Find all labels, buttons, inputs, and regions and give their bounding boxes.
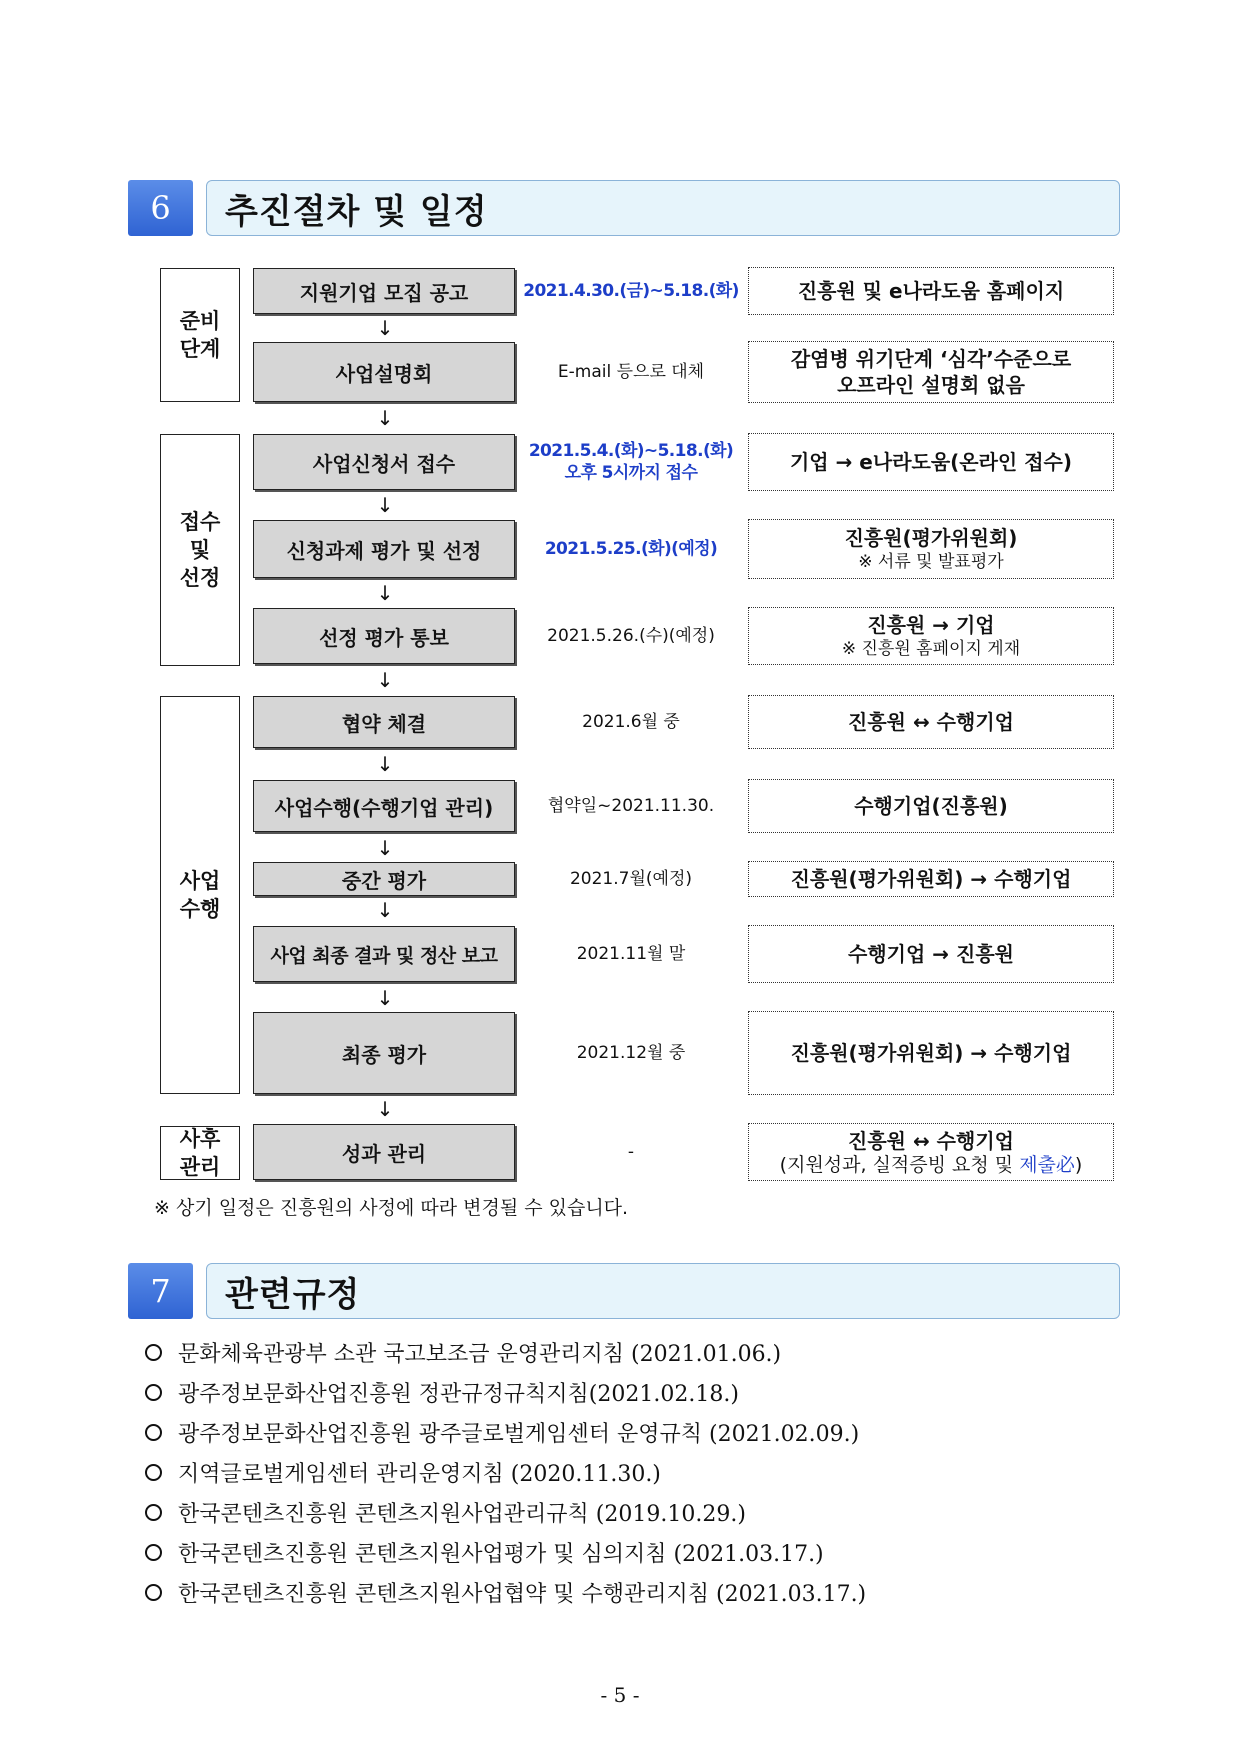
step-execution-management: 사업수행(수행기업 관리) [253, 780, 515, 832]
regulation-item [145, 1536, 1125, 1568]
circle-bullet-icon [145, 1344, 162, 1361]
circle-bullet-icon [145, 1464, 162, 1481]
section-7-number: 7 [128, 1263, 193, 1319]
note-subtext-highlight: 제출必 [1019, 1154, 1075, 1176]
note-application [748, 433, 1114, 491]
regulation-item [145, 1336, 1125, 1368]
date-performance-management: - [627, 1142, 635, 1162]
step-evaluation: 신청과제 평가 및 선정 [253, 520, 515, 578]
down-arrow-icon: ↓ [376, 581, 394, 605]
note-text: 진흥원(평가위원회) → 수행기업 [790, 1041, 1072, 1065]
note-final-report [748, 925, 1114, 983]
regulation-text: 한국콘텐츠진흥원 콘텐츠지원사업관리규칙 (2019.10.29.) [178, 1501, 746, 1527]
note-execution-management [748, 779, 1114, 833]
regulation-text: 한국콘텐츠진흥원 콘텐츠지원사업평가 및 심의지침 (2021.03.17.) [178, 1541, 824, 1567]
note-text: 수행기업(진흥원) [854, 794, 1008, 818]
date-evaluation: 2021.5.25.(화)(예정) [544, 539, 718, 559]
date-briefing: E-mail 등으로 대체 [557, 362, 705, 382]
regulation-text: 광주정보문화산업진흥원 광주글로벌게임센터 운영규칙 (2021.02.09.) [178, 1421, 860, 1447]
note-text: 감염병 위기단계 ‘심각’수준으로 오프라인 설명회 없음 [790, 347, 1072, 397]
note-subtext: ※ 진흥원 홈페이지 게재 [841, 639, 1021, 659]
note-subtext [780, 1154, 1083, 1176]
stage-prep: 준비 단계 [160, 268, 240, 402]
note-text: 수행기업 → 진흥원 [848, 942, 1014, 966]
regulation-text: 광주정보문화산업진흥원 정관규정규칙지침(2021.02.18.) [178, 1381, 739, 1407]
note-agreement [748, 695, 1114, 749]
step-midterm-evaluation: 중간 평가 [253, 862, 515, 896]
regulation-text: 지역글로벌게임센터 관리운영지침 (2020.11.30.) [178, 1461, 661, 1487]
note-subtext-prefix: (지원성과, 실적증빙 요청 및 [779, 1154, 1020, 1176]
regulation-item [145, 1496, 1125, 1528]
section-6-title: 추진절차 및 일정 [206, 180, 1120, 236]
circle-bullet-icon [145, 1584, 162, 1601]
step-selection-notice: 선정 평가 통보 [253, 608, 515, 664]
down-arrow-icon: ↓ [376, 986, 394, 1010]
step-agreement: 협약 체결 [253, 696, 515, 748]
date-midterm-evaluation: 2021.7월(예정) [569, 869, 692, 889]
circle-bullet-icon [145, 1504, 162, 1521]
regulation-item [145, 1376, 1125, 1408]
note-recruit-notice [748, 267, 1114, 315]
note-text: 진흥원 ↔ 수행기업 [848, 710, 1014, 734]
regulation-item [145, 1456, 1125, 1488]
stage-post: 사후 관리 [160, 1126, 240, 1180]
circle-bullet-icon [145, 1544, 162, 1561]
down-arrow-icon: ↓ [376, 836, 394, 860]
down-arrow-icon: ↓ [376, 898, 394, 922]
date-application: 2021.5.4.(화)~5.18.(화) 오후 5시까지 접수 [528, 441, 734, 483]
down-arrow-icon: ↓ [376, 316, 394, 340]
regulation-item [145, 1576, 1125, 1608]
note-subtext-suffix: ) [1074, 1154, 1083, 1176]
step-briefing: 사업설명회 [253, 342, 515, 402]
step-application: 사업신청서 접수 [253, 434, 515, 490]
note-final-evaluation [748, 1011, 1114, 1095]
date-agreement: 2021.6월 중 [582, 712, 680, 732]
note-performance-management [748, 1123, 1114, 1181]
date-final-report: 2021.11월 말 [576, 944, 686, 964]
note-midterm-evaluation [748, 861, 1114, 897]
stage-execution: 사업 수행 [160, 696, 240, 1094]
note-text: 진흥원 및 e나라도움 홈페이지 [797, 279, 1065, 303]
note-text: 기업 → e나라도움(온라인 접수) [789, 450, 1072, 474]
stage-receipt: 접수 및 선정 [160, 434, 240, 666]
regulation-text: 한국콘텐츠진흥원 콘텐츠지원사업협약 및 수행관리지침 (2021.03.17.) [178, 1581, 867, 1607]
note-text: 진흥원(평가위원회) → 수행기업 [790, 867, 1072, 891]
date-selection-notice: 2021.5.26.(수)(예정) [547, 626, 715, 646]
note-evaluation [748, 519, 1114, 579]
down-arrow-icon: ↓ [376, 406, 394, 430]
circle-bullet-icon [145, 1424, 162, 1441]
date-recruit-notice: 2021.4.30.(금)~5.18.(화) [523, 281, 739, 301]
note-subtext: ※ 서류 및 발표평가 [858, 552, 1004, 572]
schedule-footnote: ※ 상기 일정은 진흥원의 사정에 따라 변경될 수 있습니다. [154, 1197, 629, 1219]
down-arrow-icon: ↓ [376, 493, 394, 517]
down-arrow-icon: ↓ [376, 1097, 394, 1121]
note-text: 진흥원 → 기업 [867, 613, 995, 637]
regulation-item [145, 1416, 1125, 1448]
step-final-report: 사업 최종 결과 및 정산 보고 [253, 926, 515, 982]
down-arrow-icon: ↓ [376, 668, 394, 692]
page-number: - 5 - [600, 1683, 640, 1707]
note-text: 진흥원 ↔ 수행기업 [848, 1129, 1014, 1153]
step-performance-management: 성과 관리 [253, 1124, 515, 1180]
regulation-text: 문화체육관광부 소관 국고보조금 운영관리지침 (2021.01.06.) [178, 1341, 782, 1367]
step-final-evaluation: 최종 평가 [253, 1012, 515, 1094]
circle-bullet-icon [145, 1384, 162, 1401]
note-text: 진흥원(평가위원회) [844, 526, 1018, 550]
note-selection-notice [748, 607, 1114, 665]
section-6-number: 6 [128, 180, 193, 236]
date-execution-management: 협약일~2021.11.30. [547, 796, 715, 816]
section-7-title: 관련규정 [206, 1263, 1120, 1319]
step-recruit-notice: 지원기업 모집 공고 [253, 268, 515, 314]
date-final-evaluation: 2021.12월 중 [576, 1043, 686, 1063]
note-briefing [748, 341, 1114, 403]
down-arrow-icon: ↓ [376, 752, 394, 776]
